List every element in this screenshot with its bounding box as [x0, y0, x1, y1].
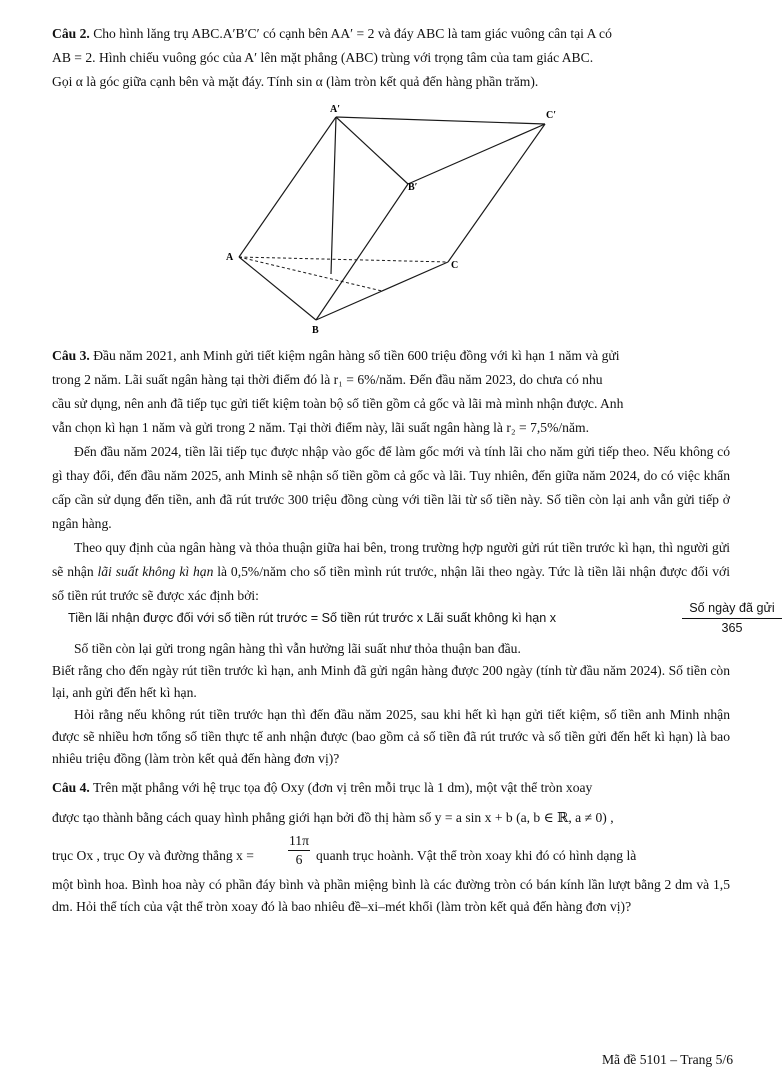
question-2	[52, 22, 730, 94]
question-3-line-1: Đầu năm 2021, anh Minh gửi tiết kiệm ngân hàng số tiền 600 triệu đồng với kì hạn 1 năm và gửi	[93, 348, 620, 363]
edge-a1c1	[336, 117, 545, 124]
formula-denominator: 365	[721, 621, 743, 635]
question-3-paragraph-3: Theo quy định của ngân hàng và thỏa thuận giữa hai bên, trong trường hợp người gửi rút tiền trước kì hạn, thì người gửi sẽ nhận lãi suất không kì hạn là 0,5%/năm cho số tiền mình rút trước, nhận lãi theo ngày. Tức là tiền lãi nhận được đối với số tiền rút trước sẽ được xác định bởi:	[52, 540, 731, 603]
label-a: A	[226, 252, 234, 263]
formula-text: Tiền lãi nhận được đối với số tiền rút trước = Số tiền rút trước x Lãi suất không kì hạn x	[68, 611, 557, 625]
question-4-line-3: trục Ox , trục Oy và đường thẳng x = 11π 6 quanh trục hoành. Vật thể tròn xoay khi đó có hình dạng là	[52, 833, 637, 867]
interest-formula	[68, 600, 775, 640]
question-3-label: Câu 3.	[52, 348, 90, 363]
question-3-line-4: vẫn chọn kì hạn 1 năm và gửi trong 2 năm. Tại thời điểm này, lãi suất ngân hàng là r₂ = 7,5%/năm.	[52, 420, 589, 435]
edge-a1b1	[336, 117, 408, 184]
question-2-line-2: AB = 2. Hình chiếu vuông góc của A′ lên mặt phẳng (ABC) trùng với trọng tâm của tam giác ABC.	[52, 50, 594, 65]
prism-figure	[220, 102, 560, 334]
label-b1: B′	[408, 182, 418, 193]
label-b: B	[312, 325, 319, 336]
question-3-paragraph-4: Số tiền còn lại gửi trong ngân hàng thì vẫn hưởng lãi suất như thỏa thuận ban đầu.	[74, 641, 521, 656]
formula-fraction	[682, 600, 782, 638]
formula-numerator: Số ngày đã gửi	[682, 600, 782, 619]
question-4-line-1: Trên mặt phẳng với hệ trục tọa độ Oxy (đơn vị trên mỗi trục là 1 dm), một vật thể tròn xoay	[92, 780, 593, 795]
label-a1: A′	[330, 104, 341, 115]
edge-aa1	[239, 117, 336, 257]
question-2-line-3: Gọi α là góc giữa cạnh bên và mặt đáy. Tính sin α (làm tròn kết quả đến hàng phần trăm).	[52, 74, 539, 89]
label-c: C	[451, 260, 459, 271]
question-3-paragraph-6: Hỏi rằng nếu không rút tiền trước hạn thì đến đầu năm 2025, sau khi hết kì hạn gửi tiết kiệm, số tiền anh Minh nhận được sẽ nhiều hơn tổng số tiền thực tế anh nhận được (bao gồm cả số tiền đã rút trước và số tiền gửi đến hết kì hạn) là bao nhiêu triệu đồng (làm tròn kết quả đến hàng đơn vị)?	[52, 707, 730, 766]
question-3	[52, 344, 730, 608]
question-4-line-2: được tạo thành bằng cách quay hình phẳng giới hạn bởi đồ thị hàm số y = a sin x + b (a, b ∈ ℝ, a ≠ 0) ,	[52, 810, 614, 825]
question-3-paragraph-5: Biết rằng cho đến ngày rút tiền trước kì hạn, anh Minh đã gửi ngân hàng được 200 ngày (tính từ đầu năm 2024). Số tiền còn lại, anh gửi đến hết kì hạn.	[52, 663, 730, 700]
question-2-line-1: Cho hình lăng trụ ABC.A′B′C′ có cạnh bên AA′ = 2 và đáy ABC là tam giác vuông cân tại A có	[93, 26, 612, 41]
fraction-11pi-6: 11π 6	[289, 833, 309, 867]
question-3-line-3: cầu sử dụng, nên anh đã tiếp tục gửi tiết kiệm toàn bộ số tiền gồm cả gốc và lãi mà mình nhận được. Anh	[52, 396, 624, 411]
question-4-rest: một bình hoa. Bình hoa này có phần đáy bình và phần miệng bình là các đường tròn có bán kính lần lượt bằng 2 dm và 1,5 dm. Hỏi thể tích của vật thể tròn xoay đó là bao nhiêu đề–xi–mét khối (làm tròn kết quả đến hàng đơn vị)?	[52, 877, 730, 914]
edge-ac-hidden	[239, 257, 448, 262]
height-a1g	[331, 117, 336, 274]
question-3-continued	[52, 638, 730, 770]
page-footer: Mã đề 5101 – Trang 5/6	[601, 1052, 733, 1067]
label-c1: C′	[546, 110, 557, 121]
prism-diagram	[220, 102, 560, 334]
question-4-label: Câu 4.	[52, 780, 90, 795]
question-4	[52, 776, 730, 918]
question-2-label: Câu 2.	[52, 26, 90, 41]
italic-term: lãi suất không kì hạn	[97, 564, 214, 579]
question-3-line-2: trong 2 năm. Lãi suất ngân hàng tại thời điểm đó là r₁ = 6%/năm. Đến đầu năm 2023, do chưa có nhu	[52, 372, 603, 387]
question-3-paragraph-2: Đến đầu năm 2024, tiền lãi tiếp tục được nhập vào gốc để làm gốc mới và tính lãi cho năm gửi tiếp theo. Nếu không có gì thay đổi, đến đầu năm 2025, anh Minh sẽ nhận số tiền gồm cả gốc và lãi. Tuy nhiên, đến giữa năm 2024, do có việc khẩn cấp cần sử dụng đến tiền, anh đã rút trước 300 triệu đồng cùng với tiền lãi từ số tiền này. Số tiền còn lại anh vẫn gửi tiếp ở ngân hàng.	[52, 444, 730, 531]
